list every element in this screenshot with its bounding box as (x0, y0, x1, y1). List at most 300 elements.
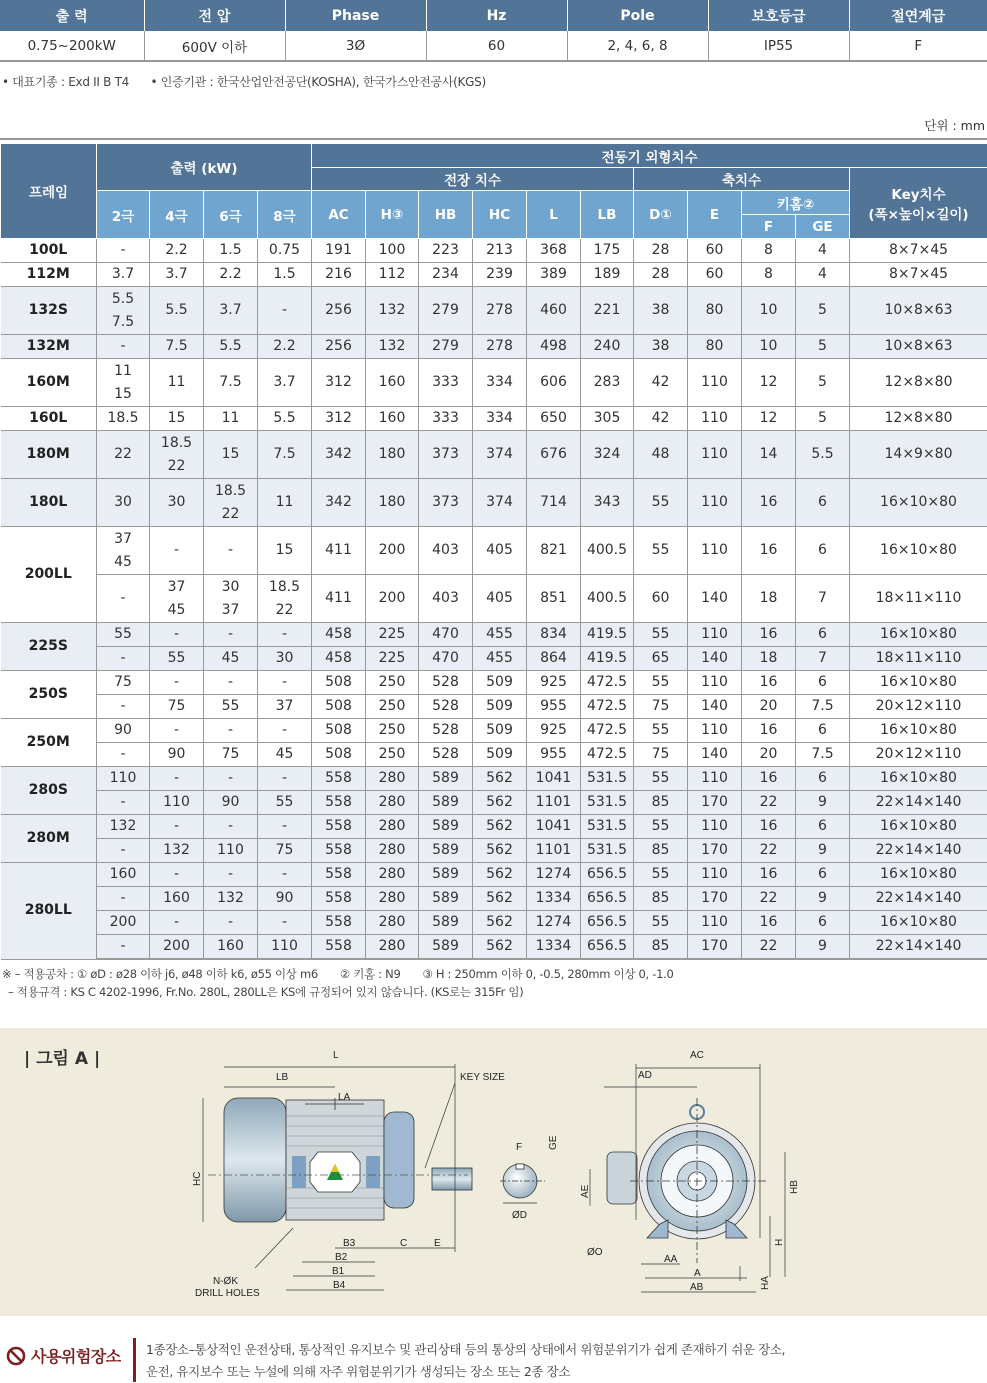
cell-ge: 4 (796, 263, 850, 287)
cell-f: 10 (742, 287, 796, 335)
cell-l: 955 (527, 695, 581, 719)
header-2pole: 2극 (97, 191, 150, 239)
cell-key: 14×9×80 (850, 431, 987, 479)
unit-label: 단위 : mm (924, 116, 985, 134)
cell-p6: 18.5 22 (204, 479, 258, 527)
cell-p4: 3.7 (150, 263, 204, 287)
table-row (1, 647, 987, 671)
table-row (1, 239, 987, 263)
cell-e: 170 (688, 839, 742, 863)
svg-text:HB: HB (789, 1180, 800, 1194)
cell-f: 16 (742, 815, 796, 839)
frame-cell: 250M (1, 719, 97, 767)
svg-text:B1: B1 (332, 1266, 345, 1277)
spec-table (0, 0, 987, 62)
table-row (1, 335, 987, 359)
frame-cell: 180M (1, 431, 97, 479)
cell-p6: - (204, 671, 258, 695)
cell-hc: 509 (473, 719, 527, 743)
cell-p4: 90 (150, 743, 204, 767)
cell-hb: 470 (419, 647, 473, 671)
cell-p2: 200 (97, 911, 150, 935)
cell-lb: 531.5 (581, 791, 634, 815)
cell-ge: 6 (796, 911, 850, 935)
cell-d: 55 (634, 479, 688, 527)
cell-p6: 3.7 (204, 287, 258, 335)
cell-hb: 470 (419, 623, 473, 647)
cell-ge: 6 (796, 767, 850, 791)
table-row (1, 791, 987, 815)
cell-lb: 656.5 (581, 863, 634, 887)
cell-p8: 11 (258, 479, 312, 527)
cell-lb: 419.5 (581, 647, 634, 671)
svg-text:AE: AE (580, 1184, 591, 1198)
cell-p4: - (150, 767, 204, 791)
spec-header-insulation: 절연계급 (849, 0, 987, 31)
cell-e: 80 (688, 335, 742, 359)
cell-h: 280 (366, 935, 419, 960)
cell-hb: 528 (419, 719, 473, 743)
table-row (1, 287, 987, 335)
cell-ge: 6 (796, 863, 850, 887)
cell-e: 140 (688, 575, 742, 623)
cell-hc: 405 (473, 575, 527, 623)
header-ac: AC (312, 191, 366, 239)
header-hb: HB (419, 191, 473, 239)
divider-bar (133, 1338, 136, 1382)
cell-hc: 509 (473, 671, 527, 695)
cell-f: 16 (742, 479, 796, 527)
cell-key: 16×10×80 (850, 623, 987, 647)
cell-p8: - (258, 671, 312, 695)
table-row (1, 911, 987, 935)
cell-l: 925 (527, 719, 581, 743)
cell-ge: 9 (796, 935, 850, 960)
cell-l: 1274 (527, 863, 581, 887)
cell-ge: 6 (796, 671, 850, 695)
table-row (1, 431, 987, 479)
cell-e: 170 (688, 935, 742, 960)
svg-text:N-ØK: N-ØK (213, 1276, 238, 1287)
cell-hb: 333 (419, 407, 473, 431)
cell-ge: 4 (796, 239, 850, 263)
cell-p8: 75 (258, 839, 312, 863)
cell-ge: 6 (796, 719, 850, 743)
cell-p2: 30 (97, 479, 150, 527)
cell-hc: 334 (473, 359, 527, 407)
svg-text:B2: B2 (335, 1252, 348, 1263)
cell-h: 180 (366, 479, 419, 527)
cell-p2: - (97, 575, 150, 623)
cell-ac: 558 (312, 791, 366, 815)
cell-ac: 508 (312, 743, 366, 767)
cell-h: 280 (366, 839, 419, 863)
cell-lb: 283 (581, 359, 634, 407)
cell-p8: 110 (258, 935, 312, 960)
cell-p2: - (97, 935, 150, 960)
cell-d: 38 (634, 335, 688, 359)
spec-header-voltage: 전 압 (144, 0, 285, 31)
cell-hc: 455 (473, 647, 527, 671)
frame-cell: 160M (1, 359, 97, 407)
cell-d: 85 (634, 935, 688, 960)
cell-f: 22 (742, 887, 796, 911)
cell-d: 55 (634, 623, 688, 647)
cell-l: 460 (527, 287, 581, 335)
cell-hc: 562 (473, 887, 527, 911)
divider (0, 138, 987, 140)
front-view (607, 1098, 768, 1263)
cell-lb: 472.5 (581, 743, 634, 767)
cell-p6: 110 (204, 839, 258, 863)
cell-key: 18×11×110 (850, 647, 987, 671)
cell-p2: - (97, 239, 150, 263)
cell-p4: - (150, 623, 204, 647)
cell-f: 22 (742, 791, 796, 815)
cell-d: 55 (634, 767, 688, 791)
cell-e: 140 (688, 695, 742, 719)
cell-p4: - (150, 719, 204, 743)
cell-h: 180 (366, 431, 419, 479)
cell-p2: 110 (97, 767, 150, 791)
cell-ge: 7 (796, 647, 850, 671)
cell-l: 1101 (527, 839, 581, 863)
spec-header-output: 출 력 (0, 0, 144, 31)
cell-f: 18 (742, 575, 796, 623)
cell-p6: - (204, 623, 258, 647)
cell-e: 140 (688, 743, 742, 767)
table-row (1, 575, 987, 623)
cell-h: 250 (366, 743, 419, 767)
frame-cell: 250S (1, 671, 97, 719)
cell-key: 16×10×80 (850, 911, 987, 935)
cell-key: 16×10×80 (850, 815, 987, 839)
cell-hc: 374 (473, 431, 527, 479)
cell-l: 1101 (527, 791, 581, 815)
cell-ge: 9 (796, 791, 850, 815)
cell-f: 16 (742, 671, 796, 695)
spec-header-pole: Pole (567, 0, 708, 31)
cell-hc: 278 (473, 335, 527, 359)
shaft-end-view (500, 1164, 545, 1203)
cell-hb: 403 (419, 575, 473, 623)
svg-text:KEY SIZE: KEY SIZE (460, 1072, 505, 1083)
cell-f: 12 (742, 359, 796, 407)
cell-p6: 30 37 (204, 575, 258, 623)
cell-d: 55 (634, 671, 688, 695)
table-row (1, 407, 987, 431)
cell-lb: 656.5 (581, 935, 634, 960)
cell-key: 18×11×110 (850, 575, 987, 623)
cell-h: 225 (366, 623, 419, 647)
cell-f: 16 (742, 863, 796, 887)
cell-ac: 411 (312, 527, 366, 575)
header-d: D① (634, 191, 688, 239)
cell-ac: 558 (312, 767, 366, 791)
cell-p2: 11 15 (97, 359, 150, 407)
frame-cell: 180L (1, 479, 97, 527)
header-lb: LB (581, 191, 634, 239)
cell-p8: - (258, 719, 312, 743)
cell-hb: 373 (419, 431, 473, 479)
cell-hc: 374 (473, 479, 527, 527)
cell-ac: 342 (312, 431, 366, 479)
cell-p6: - (204, 767, 258, 791)
header-key: Key치수 (폭×높이×길이) (850, 168, 987, 239)
cell-key: 16×10×80 (850, 671, 987, 695)
cell-f: 8 (742, 239, 796, 263)
cell-h: 250 (366, 671, 419, 695)
cell-lb: 324 (581, 431, 634, 479)
cell-e: 110 (688, 671, 742, 695)
cell-hc: 455 (473, 623, 527, 647)
cell-key: 22×14×140 (850, 935, 987, 960)
cell-d: 55 (634, 815, 688, 839)
cell-lb: 531.5 (581, 767, 634, 791)
svg-text:HA: HA (760, 1276, 771, 1290)
cell-p2: 37 45 (97, 527, 150, 575)
cell-p4: 30 (150, 479, 204, 527)
cell-p6: 75 (204, 743, 258, 767)
cell-p4: 5.5 (150, 287, 204, 335)
cell-lb: 189 (581, 263, 634, 287)
cell-ge: 5 (796, 335, 850, 359)
cell-p4: 15 (150, 407, 204, 431)
table-row (1, 815, 987, 839)
cell-h: 280 (366, 887, 419, 911)
cell-f: 12 (742, 407, 796, 431)
frame-cell: 280M (1, 815, 97, 863)
spec-phase: 3Ø (285, 31, 426, 61)
cell-p6: 90 (204, 791, 258, 815)
svg-text:LB: LB (276, 1072, 289, 1083)
cell-p8: - (258, 767, 312, 791)
cell-ac: 312 (312, 407, 366, 431)
cell-l: 1041 (527, 767, 581, 791)
hazardous-area-section (0, 1337, 987, 1382)
cell-lb: 472.5 (581, 695, 634, 719)
cell-e: 110 (688, 623, 742, 647)
cell-p8: 55 (258, 791, 312, 815)
cell-f: 14 (742, 431, 796, 479)
cell-ge: 5 (796, 287, 850, 335)
spec-value-row (0, 31, 987, 61)
cell-l: 714 (527, 479, 581, 527)
svg-text:E: E (434, 1238, 441, 1249)
cell-ac: 458 (312, 623, 366, 647)
cell-hc: 405 (473, 527, 527, 575)
cell-f: 16 (742, 767, 796, 791)
table-row (1, 479, 987, 527)
svg-text:B4: B4 (333, 1280, 346, 1291)
footnote-keyway: ② 키홈 : N9 (340, 967, 401, 981)
cell-d: 75 (634, 743, 688, 767)
cell-key: 20×12×110 (850, 743, 987, 767)
cell-h: 280 (366, 791, 419, 815)
cell-d: 55 (634, 719, 688, 743)
cell-lb: 343 (581, 479, 634, 527)
header-l: L (527, 191, 581, 239)
cell-ge: 7.5 (796, 743, 850, 767)
cell-p2: 55 (97, 623, 150, 647)
cell-l: 389 (527, 263, 581, 287)
cell-p6: 11 (204, 407, 258, 431)
cell-hb: 373 (419, 479, 473, 527)
motor-dimension-drawing (0, 1028, 987, 1316)
cell-l: 498 (527, 335, 581, 359)
cell-d: 55 (634, 527, 688, 575)
cell-hc: 509 (473, 743, 527, 767)
svg-text:F: F (516, 1142, 522, 1153)
spec-pole: 2, 4, 6, 8 (567, 31, 708, 61)
svg-text:AD: AD (638, 1070, 652, 1081)
cell-e: 110 (688, 479, 742, 527)
cell-e: 170 (688, 887, 742, 911)
dimension-table (0, 143, 987, 960)
header-e: E (688, 191, 742, 239)
cell-f: 16 (742, 623, 796, 647)
spec-insulation: F (849, 31, 987, 61)
cell-p2: 90 (97, 719, 150, 743)
cell-l: 821 (527, 527, 581, 575)
cell-hb: 279 (419, 287, 473, 335)
cell-p8: 18.5 22 (258, 575, 312, 623)
svg-text:AA: AA (664, 1254, 678, 1265)
cell-key: 16×10×80 (850, 863, 987, 887)
cell-ge: 5.5 (796, 431, 850, 479)
cell-f: 16 (742, 719, 796, 743)
cell-p8: - (258, 863, 312, 887)
cell-key: 10×8×63 (850, 335, 987, 359)
cell-hc: 562 (473, 935, 527, 960)
cell-p6: 160 (204, 935, 258, 960)
cell-p6: 15 (204, 431, 258, 479)
cell-key: 16×10×80 (850, 767, 987, 791)
cell-d: 55 (634, 863, 688, 887)
table-row (1, 671, 987, 695)
table-row (1, 767, 987, 791)
cell-ge: 9 (796, 887, 850, 911)
cell-h: 200 (366, 575, 419, 623)
cell-p4: - (150, 863, 204, 887)
cell-f: 20 (742, 743, 796, 767)
cell-h: 250 (366, 719, 419, 743)
cell-p8: 0.75 (258, 239, 312, 263)
cell-l: 925 (527, 671, 581, 695)
cell-ge: 5 (796, 359, 850, 407)
svg-text:B3: B3 (343, 1238, 356, 1249)
cell-l: 650 (527, 407, 581, 431)
spec-output: 0.75~200kW (0, 31, 144, 61)
cell-p6: 55 (204, 695, 258, 719)
cell-p6: - (204, 911, 258, 935)
cell-lb: 240 (581, 335, 634, 359)
cell-ac: 558 (312, 887, 366, 911)
cell-key: 22×14×140 (850, 791, 987, 815)
cell-ge: 6 (796, 527, 850, 575)
notes-top (2, 73, 504, 90)
cell-hc: 509 (473, 695, 527, 719)
cell-h: 160 (366, 407, 419, 431)
cell-ge: 7 (796, 575, 850, 623)
cell-ac: 558 (312, 815, 366, 839)
footnote-standard: – 적용규격 : KS C 4202-1996, Fr.No. 280L, 280LL은 KS에 규정되어 있지 않습니다. (KS로는 315Fr 임) (8, 985, 523, 999)
cell-lb: 531.5 (581, 815, 634, 839)
cell-p4: 110 (150, 791, 204, 815)
cell-key: 22×14×140 (850, 839, 987, 863)
cell-e: 140 (688, 647, 742, 671)
cell-f: 20 (742, 695, 796, 719)
cell-lb: 419.5 (581, 623, 634, 647)
cell-ac: 508 (312, 695, 366, 719)
cell-p8: - (258, 623, 312, 647)
cell-p4: 37 45 (150, 575, 204, 623)
cell-p4: 200 (150, 935, 204, 960)
cell-p2: - (97, 887, 150, 911)
header-8pole: 8극 (258, 191, 312, 239)
cell-p4: 132 (150, 839, 204, 863)
header-keyway: 키홈② (742, 191, 850, 215)
cell-p4: 7.5 (150, 335, 204, 359)
cell-hb: 589 (419, 815, 473, 839)
cell-f: 16 (742, 527, 796, 575)
cell-p8: 45 (258, 743, 312, 767)
cell-ac: 558 (312, 839, 366, 863)
cell-d: 38 (634, 287, 688, 335)
note-model: • 대표기종 : Exd II B T4 (2, 75, 129, 89)
spec-header-protection: 보호등급 (708, 0, 849, 31)
cell-e: 170 (688, 791, 742, 815)
cell-hb: 589 (419, 887, 473, 911)
cell-hb: 333 (419, 359, 473, 407)
cell-ac: 458 (312, 647, 366, 671)
cell-d: 65 (634, 647, 688, 671)
header-ge: GE (796, 215, 850, 239)
cell-hc: 562 (473, 815, 527, 839)
cell-l: 1334 (527, 935, 581, 960)
cell-hb: 589 (419, 767, 473, 791)
table-row (1, 527, 987, 575)
figure-a (0, 1028, 987, 1316)
svg-text:C: C (400, 1238, 407, 1249)
spec-header-row (0, 0, 987, 31)
cell-ge: 6 (796, 623, 850, 647)
cell-l: 851 (527, 575, 581, 623)
cell-lb: 400.5 (581, 527, 634, 575)
footnote-tolerance: ※ – 적용공차 : ① øD : ø28 이하 j6, ø48 이하 k6, ø55 이상 m6 (2, 967, 318, 981)
cell-h: 280 (366, 815, 419, 839)
cell-d: 85 (634, 791, 688, 815)
cell-key: 8×7×45 (850, 263, 987, 287)
svg-text:LA: LA (338, 1092, 351, 1103)
cell-l: 606 (527, 359, 581, 407)
cell-d: 42 (634, 359, 688, 407)
cell-key: 12×8×80 (850, 407, 987, 431)
cell-ac: 558 (312, 911, 366, 935)
cell-l: 1041 (527, 815, 581, 839)
cell-ac: 256 (312, 335, 366, 359)
cell-hc: 239 (473, 263, 527, 287)
cell-p2: 18.5 (97, 407, 150, 431)
cell-h: 280 (366, 863, 419, 887)
cell-h: 250 (366, 695, 419, 719)
spec-hz: 60 (426, 31, 567, 61)
svg-text:AC: AC (690, 1050, 704, 1061)
spec-header-phase: Phase (285, 0, 426, 31)
cell-d: 28 (634, 263, 688, 287)
cell-f: 22 (742, 935, 796, 960)
cell-hc: 562 (473, 839, 527, 863)
